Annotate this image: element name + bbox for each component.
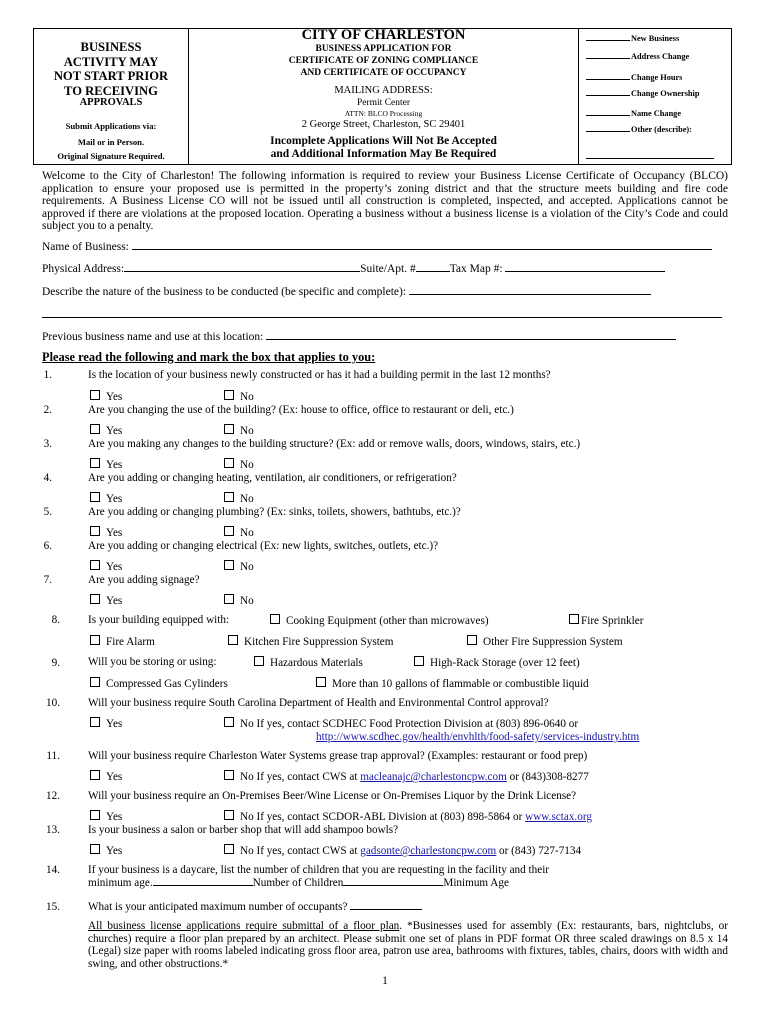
checkbox-icon [414, 656, 424, 666]
sctax-link[interactable]: www.sctax.org [525, 811, 592, 823]
suite-input[interactable] [416, 271, 450, 272]
describe-input-line-2[interactable] [42, 317, 722, 318]
no-label: No [240, 595, 254, 607]
question-text: Is your building equipped with: [88, 614, 230, 626]
checkbox-icon [569, 614, 579, 624]
checkbox-icon [90, 390, 100, 400]
floor-plan-note [88, 920, 728, 970]
describe-label: Describe the nature of the business to be conducted (be specific and complete): [42, 286, 407, 298]
intro-paragraph: Welcome to the City of Charleston! The following information is required to review your Business License Certificate of Occupancy (BLCO) application to ensure your proposed use is permitted in the property’s zoning district and that the structure meets building and fire code requirements. A Business License CO will not be issued until all construction is completed, inspected, and accepted. Applications cannot be approved if there are violations at the proposed location. Operating a business without a business license is a violation of the City’s Code and could subject you to a penalty. [42, 170, 728, 233]
address-change-label: Address Change [631, 52, 690, 61]
cws-email-link[interactable]: gadsonte@charlestoncpw.com [360, 845, 497, 857]
warning-line: BUSINESS [80, 40, 142, 54]
kitchen-suppression-label: Kitchen Fire Suppression System [244, 636, 394, 648]
question-number: 6. [43, 540, 52, 552]
question-number: 1. [43, 369, 52, 381]
question-number: 5. [43, 506, 52, 518]
question-text: If your business is a daycare, list the number of children that you are requesting in the facility and their [88, 864, 550, 876]
checkbox-icon [90, 770, 100, 780]
question-number: 12. [46, 790, 60, 802]
flammable-liquid-label: More than 10 gallons of flammable or combustible liquid [332, 678, 589, 690]
no-checkbox[interactable] [224, 526, 254, 539]
fire-sprinkler-label: Fire Sprinkler [581, 615, 644, 627]
name-of-business-field [42, 241, 712, 253]
question-text: Are you making any changes to the building structure? (Ex: add or remove walls, doors, windows, stairs, etc.) [88, 438, 581, 450]
checkbox-icon [224, 770, 234, 780]
describe-field [42, 286, 651, 298]
header-divider-right [578, 28, 579, 164]
no-checkbox[interactable] [224, 810, 592, 823]
application-subtitle-2: CERTIFICATE OF ZONING COMPLIANCE [288, 56, 479, 66]
yes-checkbox[interactable] [90, 717, 122, 730]
question-text: Are you adding or changing plumbing? (Ex: sinks, toilets, showers, bathtubs, etc.)? [88, 506, 461, 518]
question-text: Will you be storing or using: [88, 656, 217, 668]
minimum-age-label: Minimum Age [443, 877, 509, 889]
checkbox-icon [224, 810, 234, 820]
occupants-input[interactable] [350, 909, 422, 910]
question-number: 15. [46, 901, 60, 913]
tax-map-input[interactable] [505, 271, 665, 272]
approvals-label: APPROVALS [79, 97, 143, 108]
scdhec-link[interactable]: http://www.scdhec.gov/health/envhlth/food-safety/services-industry.htm [316, 731, 640, 743]
checkbox-icon [90, 810, 100, 820]
previous-business-label: Previous business name and use at this location: [42, 331, 264, 343]
no-checkbox[interactable] [224, 390, 254, 403]
daycare-fields [88, 877, 509, 889]
checkbox-icon [254, 656, 264, 666]
no-label: No [240, 493, 254, 505]
no-checkbox[interactable] [224, 458, 254, 471]
checkbox-icon [224, 844, 234, 854]
question-number: 3. [43, 438, 52, 450]
other-suppression-label: Other Fire Suppression System [483, 636, 623, 648]
question-number: 4. [43, 472, 52, 484]
checkbox-icon [224, 526, 234, 536]
checkbox-icon [224, 492, 234, 502]
describe-input[interactable] [409, 294, 651, 295]
question-text: Are you adding or changing electrical (Ex: new lights, switches, outlets, etc.)? [88, 540, 439, 552]
previous-business-input[interactable] [266, 339, 676, 340]
question-number: 8. [51, 614, 60, 626]
question-text: Are you adding or changing heating, ventilation, air conditioners, or refrigeration? [88, 472, 457, 484]
change-hours-option[interactable] [586, 73, 682, 82]
other-option[interactable] [586, 125, 692, 134]
no-label: No [240, 425, 254, 437]
number-of-children-label: Number of Children [252, 877, 344, 889]
no-label: No [240, 391, 254, 403]
no-label: No [240, 459, 254, 471]
yes-checkbox[interactable] [90, 844, 122, 857]
page-number: 1 [382, 975, 388, 987]
change-ownership-label: Change Ownership [631, 89, 700, 98]
no-contact-label: No If yes, contact CWS at [240, 771, 358, 783]
warning-line: TO RECEIVING [64, 83, 158, 98]
yes-checkbox[interactable] [90, 424, 122, 437]
submit-via-label: Submit Applications via: [65, 121, 157, 131]
fire-alarm-checkbox[interactable] [90, 635, 155, 648]
floor-plan-details: . *Businesses used for assembly (Ex: restaurants, bars, nightclubs, or churches) require a floor plan prepared by an architect. Please submit one set of plans in PDF format OR three scaled drawings on 8.5 x 14 (Legal) size paper with rooms labeled indicating gross floor area, patron use area, bathrooms with fixtures, tables, chairs, doors with width and swing, and other obstructions.* [88, 920, 728, 970]
section-heading: Please read the following and mark the box that applies to you: [42, 350, 376, 364]
address-change-option[interactable] [586, 52, 689, 61]
checkbox-icon [224, 594, 234, 604]
question-number: 2. [43, 404, 52, 416]
mail-or-person-label: Mail or in Person. [77, 137, 145, 147]
warning-line: ACTIVITY MAY [63, 54, 159, 69]
no-checkbox[interactable] [224, 424, 254, 437]
previous-business-field [42, 331, 676, 343]
yes-label: Yes [106, 425, 123, 437]
yes-label: Yes [106, 718, 123, 730]
tax-map-label: Tax Map #: [449, 263, 503, 275]
no-checkbox[interactable] [224, 492, 254, 505]
question-text: Are you adding signage? [88, 574, 200, 586]
checkbox-icon [90, 424, 100, 434]
high-rack-label: High-Rack Storage (over 12 feet) [430, 657, 580, 669]
physical-address-input[interactable] [124, 271, 360, 272]
high-rack-checkbox[interactable] [414, 656, 580, 669]
question-text: Is your business a salon or barber shop that will add shampoo bowls? [88, 824, 399, 836]
cws-email-link[interactable]: macleanajc@charlestoncpw.com [360, 771, 507, 783]
new-business-label: New Business [631, 34, 680, 43]
hazardous-materials-label: Hazardous Materials [270, 657, 363, 669]
occupants-field [88, 901, 422, 913]
checkbox-icon [224, 424, 234, 434]
no-contact-label: No If yes, contact SCDOR-ABL Division at (803) 898-5864 or [240, 811, 523, 823]
kitchen-suppression-checkbox[interactable] [228, 635, 393, 648]
yes-label: Yes [106, 811, 123, 823]
suite-label: Suite/Apt. # [360, 263, 416, 275]
warning-line: NOT START PRIOR [53, 69, 169, 84]
checkbox-icon [228, 635, 238, 645]
name-of-business-label: Name of Business: [42, 241, 129, 253]
question-number: 9. [51, 657, 60, 669]
checkbox-icon [224, 458, 234, 468]
signature-label: Original Signature Required. [57, 151, 165, 161]
new-business-option[interactable] [586, 34, 679, 43]
phone-label: or (843) 727-7134 [499, 845, 582, 857]
question-text: Are you changing the use of the building? (Ex: house to office, office to restaurant or deli, etc.) [88, 404, 514, 416]
no-contact-label: No If yes, contact CWS at [240, 845, 358, 857]
yes-label: Yes [106, 391, 123, 403]
permit-center: Permit Center [356, 98, 411, 108]
checkbox-icon [90, 677, 100, 687]
compressed-gas-label: Compressed Gas Cylinders [106, 678, 228, 690]
checkbox-icon [467, 635, 477, 645]
checkbox-icon [224, 560, 234, 570]
yes-checkbox[interactable] [90, 770, 122, 783]
question-number: 13. [46, 824, 60, 836]
name-of-business-input[interactable] [132, 249, 712, 250]
mailing-address-label: MAILING ADDRESS: [334, 85, 433, 96]
yes-checkbox[interactable] [90, 810, 122, 823]
cooking-equipment-checkbox[interactable] [270, 614, 489, 627]
checkbox-icon [90, 635, 100, 645]
no-contact-label: No If yes, contact SCDHEC Food Protection Division at (803) 896-0640 or [240, 718, 579, 730]
compressed-gas-checkbox[interactable] [90, 677, 228, 690]
yes-checkbox[interactable] [90, 594, 122, 607]
application-subtitle-1: BUSINESS APPLICATION FOR [315, 44, 452, 54]
checkbox-icon [316, 677, 326, 687]
yes-checkbox[interactable] [90, 390, 122, 403]
yes-label: Yes [106, 493, 123, 505]
no-checkbox[interactable] [224, 594, 254, 607]
no-checkbox[interactable] [224, 844, 581, 857]
change-ownership-option[interactable] [586, 89, 699, 98]
incomplete-warning-2: and Additional Information May Be Required [270, 148, 497, 160]
question-text: Will your business require Charleston Water Systems grease trap approval? (Examples: restaurant or food prep) [88, 750, 588, 762]
checkbox-icon [90, 526, 100, 536]
no-checkbox[interactable] [224, 717, 578, 730]
minimum-age-lead: minimum age. [88, 877, 153, 889]
yes-label: Yes [106, 459, 123, 471]
fire-sprinkler-checkbox[interactable] [569, 614, 643, 627]
number-of-children-input[interactable] [343, 885, 443, 886]
incomplete-warning-1: Incomplete Applications Will Not Be Accepted [270, 135, 497, 147]
yes-label: Yes [106, 561, 123, 573]
flammable-liquid-checkbox[interactable] [316, 677, 589, 690]
attn-line: ATTN: BLCO Processing [344, 109, 423, 118]
checkbox-icon [270, 614, 280, 624]
checkbox-icon [90, 560, 100, 570]
question-number: 14. [46, 864, 60, 876]
name-change-option[interactable] [586, 109, 681, 118]
checkbox-icon [90, 458, 100, 468]
checkbox-icon [90, 492, 100, 502]
yes-label: Yes [106, 845, 123, 857]
other-label: Other (describe): [631, 125, 692, 134]
question-number: 11. [46, 750, 60, 762]
no-checkbox[interactable] [224, 560, 254, 573]
checkbox-icon [90, 844, 100, 854]
application-subtitle-3: AND CERTIFICATE OF OCCUPANCY [300, 68, 467, 78]
other-suppression-checkbox[interactable] [467, 635, 623, 648]
change-hours-label: Change Hours [631, 73, 683, 82]
phone-label: or (843)308-8277 [509, 771, 589, 783]
cooking-equipment-label: Cooking Equipment (other than microwaves) [286, 615, 489, 627]
yes-checkbox[interactable] [90, 458, 122, 471]
minimum-age-input[interactable] [153, 885, 253, 886]
question-text: Will your business require an On-Premises Beer/Wine License or On-Premises Liquor by the Drink License? [88, 790, 577, 802]
question-number: 10. [46, 697, 60, 709]
yes-checkbox[interactable] [90, 526, 122, 539]
checkbox-icon [224, 390, 234, 400]
fire-alarm-label: Fire Alarm [106, 636, 155, 648]
yes-label: Yes [106, 771, 123, 783]
physical-address-label: Physical Address: [42, 263, 125, 275]
question-number: 7. [43, 574, 52, 586]
question-text: Is the location of your business newly constructed or has it had a building permit in the last 12 months? [88, 369, 551, 381]
question-text: Will your business require South Carolina Department of Health and Environmental Control approval? [88, 697, 549, 709]
no-label: No [240, 561, 254, 573]
yes-checkbox[interactable] [90, 560, 122, 573]
yes-label: Yes [106, 595, 123, 607]
other-describe-line[interactable] [586, 158, 714, 159]
no-label: No [240, 527, 254, 539]
city-title: CITY OF CHARLESTON [301, 27, 466, 43]
physical-address-field [42, 263, 665, 275]
name-change-label: Name Change [631, 109, 682, 118]
checkbox-icon [224, 717, 234, 727]
yes-checkbox[interactable] [90, 492, 122, 505]
street-address: 2 George Street, Charleston, SC 29401 [301, 119, 466, 130]
question-text: What is your anticipated maximum number of occupants? [88, 901, 348, 913]
activity-warning [34, 40, 188, 98]
no-checkbox[interactable] [224, 770, 589, 783]
checkbox-icon [90, 594, 100, 604]
hazardous-materials-checkbox[interactable] [254, 656, 363, 669]
checkbox-icon [90, 717, 100, 727]
yes-label: Yes [106, 527, 123, 539]
floor-plan-requirement: All business license applications require submittal of a floor plan [88, 920, 400, 932]
